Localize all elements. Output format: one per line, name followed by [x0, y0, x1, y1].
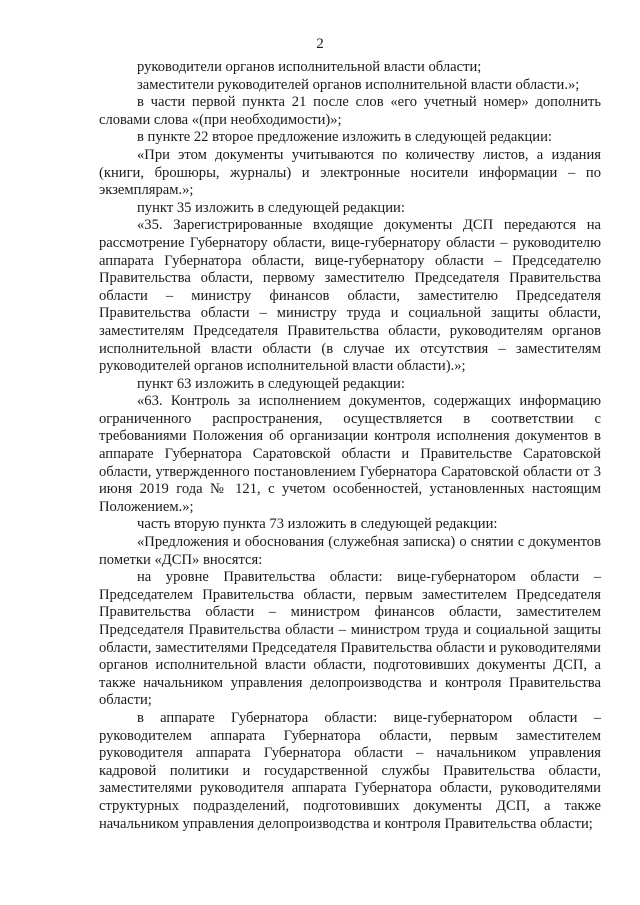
document-body — [99, 59, 601, 833]
paragraph: «35. Зарегистрированные входящие документы ДСП передаются на рассмотрение Губернатору области, вице-губернатору области – руководителю аппарата Губернатора области, вице-губернатору области – Председателю Правительства области, первому заместителю Председателя Правительства области – министру финансов области, заместителю Председателя Правительства области – министру труда и социальной защиты области, заместителям Председателя Правительства области, руководителям органов исполнительной власти области (в случае их отсутствия – заместителям руководителей органов исполнительной власти области).»; — [99, 217, 601, 375]
page-number: 2 — [316, 36, 324, 52]
paragraph: пункт 35 изложить в следующей редакции: — [137, 199, 405, 216]
paragraph: в аппарате Губернатора области: вице-губернатором области – руководителем аппарата Губернатора области, первым заместителем руководителя аппарата Губернатора области – начальником управления кадровой политики и государственной службы Правительства области, заместителями руководителя аппарата Губернатора области, руководителями структурных подразделений, подготовивших документы ДСП, а также начальником управления делопроизводства и контроля Правительства области; — [99, 709, 601, 832]
paragraph: «63. Контроль за исполнением документов, содержащих информацию ограниченного распространения, осуществляется в соответствии с требованиями Положения об организации контроля исполнения документов в аппарате Губернатора Саратовской области и Правительстве Саратовской области, утвержденного постановлением Губернатора Саратовской области от 3 июня 2019 года № 121, с учетом особенностей, установленных настоящим Положением.»; — [99, 393, 601, 515]
paragraph: в части первой пункта 21 после слов «его учетный номер» дополнить словами слова «(при необходимости)»; — [99, 94, 601, 128]
paragraph: на уровне Правительства области: вице-губернатором области – Председателем Правительства области, первым заместителем Председателя Правительства области – министром финансов области, заместителем Председателя Правительства области – министром труда и социальной защиты области, заместителями Председателя Правительства области и руководителями органов исполнительной власти области, подготовивших документы ДСП, а также начальником управления делопроизводства и контроля Правительства области; — [99, 569, 601, 709]
paragraph: пункт 63 изложить в следующей редакции: — [137, 375, 405, 392]
paragraph: в пункте 22 второе предложение изложить в следующей редакции: — [137, 129, 552, 146]
paragraph: «Предложения и обоснования (служебная записка) о снятии с документов пометки «ДСП» вносятся: — [99, 534, 601, 568]
paragraph: «При этом документы учитываются по количеству листов, а издания (книги, брошюры, журналы) и электронные носители информации – по экземплярам.»; — [99, 146, 601, 199]
paragraph: часть вторую пункта 73 изложить в следующей редакции: — [137, 516, 498, 533]
paragraph: заместители руководителей органов исполнительной власти области.»; — [137, 76, 580, 93]
paragraph: руководители органов исполнительной власти области; — [137, 59, 482, 75]
